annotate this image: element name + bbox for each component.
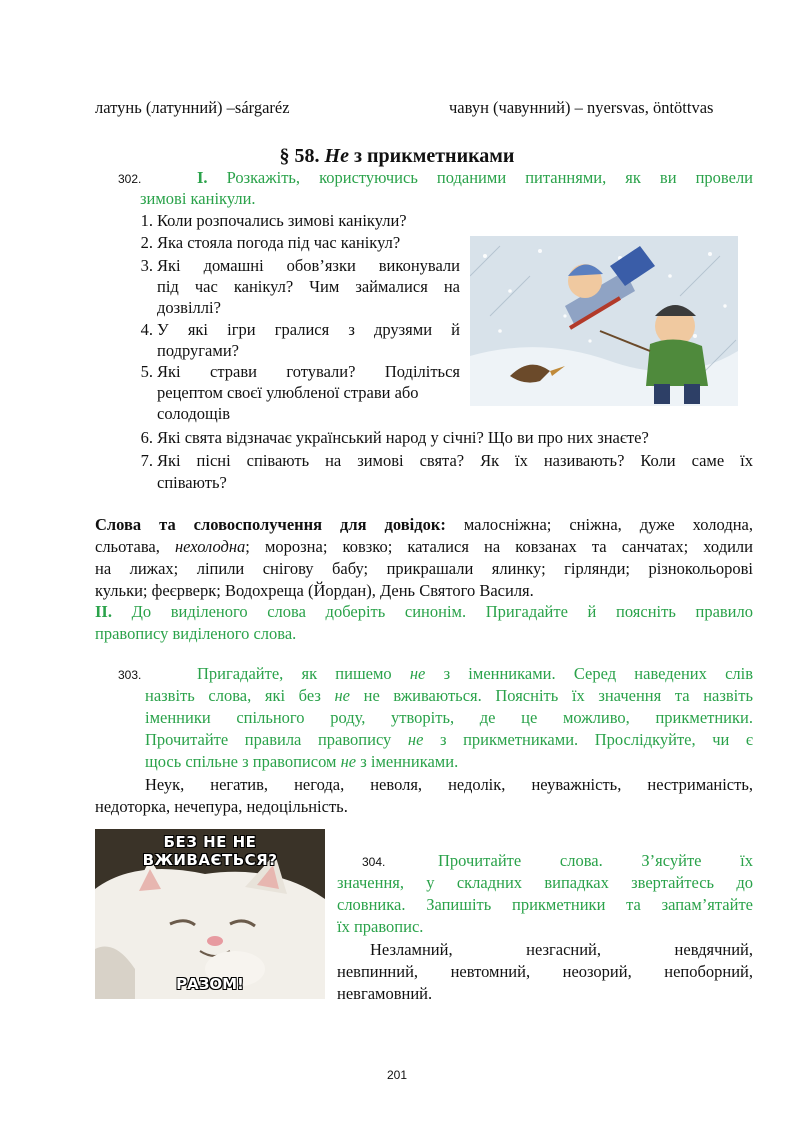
exercise-303-line3: іменники спільного роду, утворіть, де це можливо, прикметники. — [145, 708, 753, 727]
exercise-304-words-line2: невпинний, невтомний, неозорий, непоборний, — [337, 962, 753, 981]
meme-bottom-caption: РАЗОМ! — [176, 975, 244, 993]
section-rest: з прикметниками — [348, 145, 515, 167]
question-7: 7. Які пісні співають на зимові свята? Як їх називають? Коли саме їх співають? — [140, 451, 753, 492]
highlighted-word: нехолодна — [175, 537, 246, 556]
header-right: чавун (чавунний) – nyersvas, öntöttvas — [449, 98, 714, 117]
exercise-304-line1: Прочитайте слова. З’ясуйте їх — [438, 851, 753, 870]
helper-label: Слова та словосполучення для довідок: — [95, 515, 446, 534]
exercise-303-words-line2: недоторка, нечепура, недоцільність. — [95, 797, 348, 816]
winter-scene-drawing — [470, 236, 738, 406]
exercise-302-part2-line1: II. До виділеного слова доберіть синонім. Пригадайте й поясніть правило — [95, 602, 753, 621]
exercise-303-line4: Прочитайте правила правопису не з прикметниками. Прослідкуйте, чи є — [145, 730, 753, 749]
exercise-304-words-line1: Незламний, незгасний, невдячний, — [370, 940, 753, 959]
exercise-302-part2-line2: правопису виділеного слова. — [95, 624, 297, 643]
cat-meme-image — [95, 829, 325, 999]
exercise-304-number: 304. — [362, 855, 386, 869]
exercise-302-roman: I. — [197, 168, 208, 187]
helper-words-line1: Слова та словосполучення для довідок: малосніжна; сніжна, дуже холодна, — [95, 515, 753, 534]
exercise-304-line3: словника. Запишіть прикметники та запам’ятайте — [337, 895, 753, 914]
exercise-304-line2: значення, у складних випадках звертайтесь до — [337, 873, 753, 892]
textbook-page: латунь (латунний) –sárgaréz чавун (чавунний) – nyersvas, öntöttvas § 58. Не з прикметниками 302. I. Розкажіть, користуючись поданими питаннями, як ви провели зимові канікули. 1. Коли розпочались зимові канікули? 2. Яка стояла погода під час канікул? 3. Які домашні обов’язки виконували під час канікул? Чим займалися на дозвіллі? 4. У які ігри гралися з друзями й подругами? 5. Які страви готували? Поділіться рецептом своєї улюбленої страви або солодощів 6. Які свята відзначає український народ у січні? Що ви про них знаєте? 7. Які пісні співають на зимові свята? Як їх називають? Коли саме їх співають? Слова та словосполучення для довідок: малосніжна; сніжна, дуже холодна, сльотава, нехолодна; морозна; ковзко; каталися на ковзанах та санчатах; ходили на лижах; ліпили снігову бабу; прикрашали ялинку; гірлянди; різнокольорові кульки; феєрверк; Водохреща (Йордан), День Святого Василя. II. До виділеного слова доберіть синонім. Пригадайте й поясніть правило правопису виділеного слова. 303. Пригадайте, як пишемо не з іменниками. Серед наведених слів назвіть слова, які без не не вживаються. Поясніть їх значення та назвіть іменники спільного роду, утворіть, де це можливо, прикметники. Прочитайте правила правопису не з прикметниками. Прослідкуйте, чи є щось спільне з правописом не з іменниками. Неук, негатив, негода, неволя, недолік, неуважність, нестриманість, недоторка, нечепура, недоцільність. БЕЗ НЕ НЕ ВЖИВАЄТЬСЯ? РАЗОМ! 304. Прочитайте слова. З’ясуйте їх значення, у складних випадках звертайтесь до словника. Запишіть прикметники та запам’ятайте їх правопис. Незламний, незгасний, невдячний, невпинний, невтомний, неозорий, непоборний, невгамовний. 201 — [0, 0, 794, 1123]
exercise-302-intro-line1: I. Розкажіть, користуючись поданими питаннями, як ви провели — [197, 168, 754, 187]
helper-words-line4: кульки; феєрверк; Водохреща (Йордан), День Святого Василя. — [95, 581, 534, 600]
exercise-303-line5: щось спільне з правописом не з іменниками. — [145, 752, 459, 771]
question-3: 3. Які домашні обов’язки виконували під час канікул? Чим займалися на дозвіллі? — [140, 256, 460, 317]
exercise-303-number: 303. — [118, 668, 142, 682]
question-4: 4. У які ігри гралися з друзями й подругами? — [140, 320, 460, 360]
exercise-304-line4: їх правопис. — [337, 917, 424, 936]
winter-sledding-illustration — [470, 236, 738, 406]
exercise-304-words-line3: невгамовний. — [337, 984, 433, 1003]
section-title — [0, 145, 794, 168]
exercise-303-words-line1: Неук, негатив, негода, неволя, недолік, неуважність, нестриманість, — [145, 775, 753, 794]
helper-words-line3: на лижах; ліпили снігову бабу; прикрашали ялинку; гірлянди; різнокольорові — [95, 559, 753, 578]
page-number: 201 — [386, 1068, 408, 1082]
section-ne: Не — [324, 145, 349, 167]
exercise-302-intro-line2: зимові канікули. — [140, 189, 256, 208]
exercise-303-line1: Пригадайте, як пишемо не з іменниками. Серед наведених слів — [197, 664, 754, 683]
helper-words-line2: сльотава, нехолодна; морозна; ковзко; каталися на ковзанах та санчатах; ходили — [95, 537, 753, 556]
question-5: 5. Які страви готували? Поділіться рецептом своєї улюбленої страви або солодощів — [140, 362, 460, 423]
header-left: латунь (латунний) –sárgaréz — [95, 98, 290, 117]
exercise-303-line2: назвіть слова, які без не не вживаються. Поясніть їх значення та назвіть — [145, 686, 753, 705]
meme-top-caption: БЕЗ НЕ НЕ ВЖИВАЄТЬСЯ? — [142, 833, 278, 869]
exercise-302-number: 302. — [118, 172, 142, 186]
section-sign: § 58. — [279, 145, 320, 167]
